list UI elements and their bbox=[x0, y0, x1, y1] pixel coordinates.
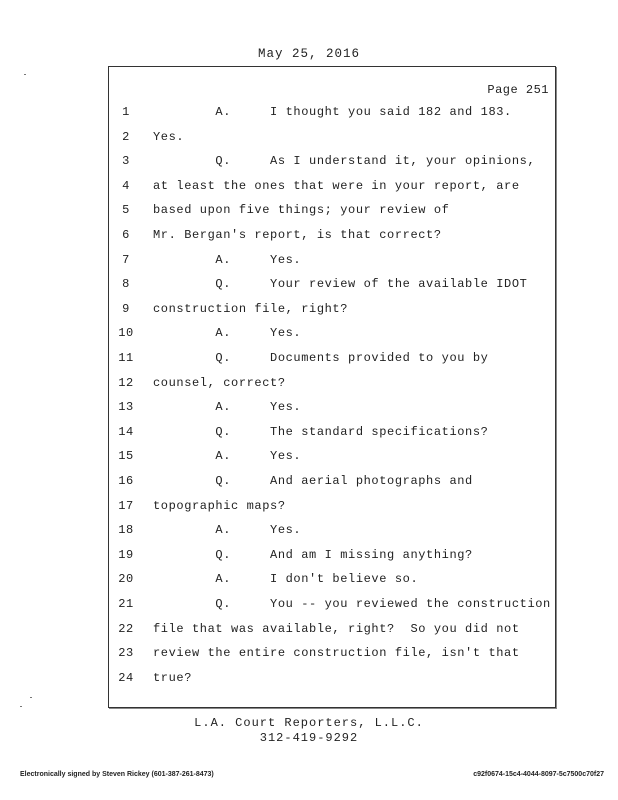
line-text: at least the ones that were in your report, are bbox=[153, 178, 520, 193]
line-number: 24 bbox=[118, 670, 134, 685]
line-number: 8 bbox=[122, 277, 130, 292]
line-number: 19 bbox=[118, 547, 134, 562]
line-number: 18 bbox=[118, 523, 134, 538]
transcript-line bbox=[109, 499, 555, 523]
transcript-date: May 25, 2016 bbox=[257, 47, 360, 61]
transcript-line bbox=[109, 326, 555, 350]
transcript-line bbox=[109, 154, 555, 178]
line-number: 11 bbox=[118, 351, 134, 365]
line-text: Q. And am I missing anything? bbox=[153, 547, 473, 562]
scan-speck bbox=[24, 74, 26, 75]
line-number: 15 bbox=[118, 449, 134, 464]
transcript-line bbox=[109, 671, 555, 695]
line-number: 22 bbox=[118, 621, 134, 636]
transcript-line bbox=[109, 351, 555, 375]
line-number: 23 bbox=[118, 646, 134, 661]
line-number: 21 bbox=[118, 597, 134, 611]
line-number: 16 bbox=[118, 474, 134, 488]
transcript-line bbox=[109, 425, 555, 449]
court-reporter-firm: L.A. Court Reporters, L.L.C. bbox=[194, 716, 424, 730]
line-text: construction file, right? bbox=[153, 301, 349, 316]
transcript-line bbox=[109, 277, 555, 301]
line-text: counsel, correct? bbox=[153, 375, 286, 390]
line-number: 4 bbox=[122, 178, 130, 193]
line-text: A. Yes. bbox=[153, 400, 302, 415]
transcript-line bbox=[109, 105, 555, 129]
line-text: A. I thought you said 182 and 183. bbox=[153, 105, 512, 119]
line-text: A. Yes. bbox=[153, 523, 302, 538]
transcript-line bbox=[109, 622, 555, 646]
transcript-line bbox=[109, 228, 555, 252]
court-reporter-phone: 312-419-9292 bbox=[259, 731, 359, 745]
line-text: based upon five things; your review of bbox=[153, 203, 450, 218]
transcript-line bbox=[109, 179, 555, 203]
line-text: Q. The standard specifications? bbox=[153, 424, 489, 439]
line-number: 1 bbox=[122, 105, 130, 119]
line-number: 6 bbox=[122, 228, 130, 242]
transcript-line bbox=[109, 474, 555, 498]
line-text: true? bbox=[153, 670, 193, 685]
transcript-line bbox=[109, 548, 555, 572]
line-text: Q. And aerial photographs and bbox=[153, 474, 473, 488]
line-text: review the entire construction file, isn't that bbox=[153, 646, 520, 661]
scan-speck bbox=[20, 706, 22, 707]
line-text: Q. As I understand it, your opinions, bbox=[153, 154, 536, 169]
line-number: 12 bbox=[118, 375, 134, 390]
transcript-line bbox=[109, 646, 555, 670]
transcript-line bbox=[109, 597, 555, 621]
line-number: 5 bbox=[122, 203, 130, 218]
transcript-line bbox=[109, 130, 555, 154]
line-number: 17 bbox=[118, 498, 134, 513]
document-id: c92f0674-15c4-4044-8097-5c7500c70f27 bbox=[473, 771, 604, 778]
line-number: 14 bbox=[118, 424, 134, 439]
electronic-signature: Electronically signed by Steven Rickey (601-387-261-8473) bbox=[20, 771, 214, 778]
line-text: file that was available, right? So you did not bbox=[153, 621, 520, 636]
transcript-line bbox=[109, 253, 555, 277]
scan-speck bbox=[30, 697, 32, 698]
line-text: Q. Documents provided to you by bbox=[153, 351, 489, 365]
line-number: 9 bbox=[122, 301, 130, 316]
transcript-page-frame bbox=[108, 66, 556, 708]
line-number: 10 bbox=[118, 326, 134, 341]
line-text: Yes. bbox=[153, 129, 185, 144]
line-text: Mr. Bergan's report, is that correct? bbox=[153, 228, 442, 242]
line-number: 3 bbox=[122, 154, 130, 169]
line-text: Q. Your review of the available IDOT bbox=[153, 277, 528, 292]
line-text: A. Yes. bbox=[153, 449, 302, 464]
transcript-line bbox=[109, 302, 555, 326]
page-number: Page 251 bbox=[487, 83, 549, 97]
line-text: A. Yes. bbox=[153, 252, 302, 267]
line-number: 20 bbox=[118, 572, 134, 587]
transcript-line bbox=[109, 400, 555, 424]
transcript-line bbox=[109, 376, 555, 400]
line-text: Q. You -- you reviewed the construction bbox=[153, 597, 551, 611]
line-number: 7 bbox=[122, 252, 130, 267]
line-text: topographic maps? bbox=[153, 498, 286, 513]
line-text: A. Yes. bbox=[153, 326, 302, 341]
transcript-line bbox=[109, 523, 555, 547]
transcript-line bbox=[109, 449, 555, 473]
transcript-line bbox=[109, 572, 555, 596]
line-text: A. I don't believe so. bbox=[153, 572, 419, 587]
line-number: 2 bbox=[122, 129, 130, 144]
line-number: 13 bbox=[118, 400, 134, 415]
transcript-line bbox=[109, 203, 555, 227]
